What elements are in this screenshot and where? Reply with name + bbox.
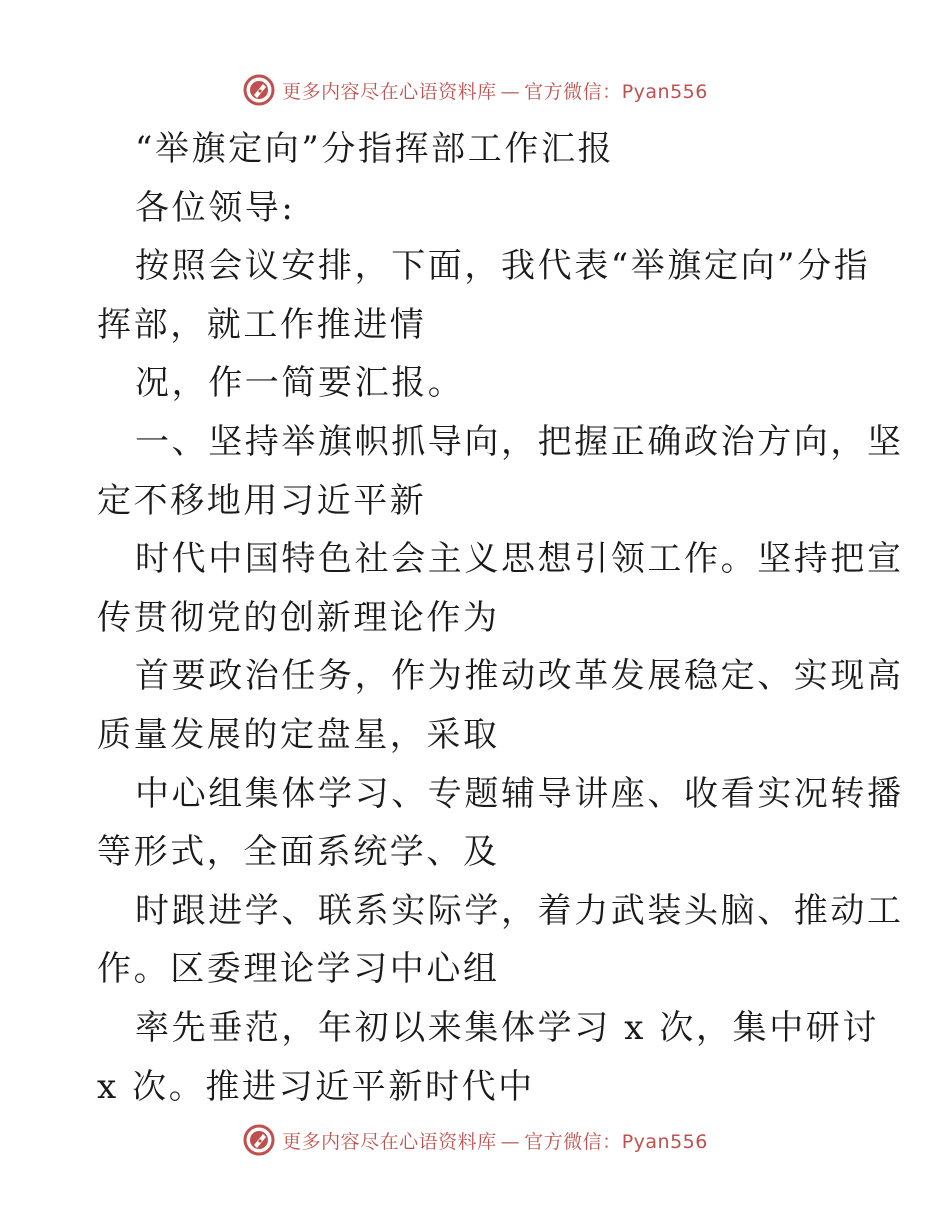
document-line: 等形式，全面系统学、及 xyxy=(97,832,500,873)
watermark-footer xyxy=(0,1120,950,1160)
pen-nib-circle-icon xyxy=(242,73,276,107)
document-line: 率先垂范，年初以来集体学习 x 次，集中研讨 xyxy=(135,1007,879,1048)
watermark-account: Pyan556 xyxy=(621,80,708,103)
document-line: 传贯彻党的创新理论作为 xyxy=(97,597,500,638)
document-line: 按照会议安排，下面，我代表“举旗定向”分指 xyxy=(135,246,871,287)
document-line: “举旗定向”分指挥部工作汇报 xyxy=(135,129,615,169)
watermark-official-label: 官方微信： xyxy=(524,80,622,103)
watermark-separator: — xyxy=(500,80,521,103)
document-line: 质量发展的定盘星，采取 xyxy=(97,714,500,755)
watermark-header xyxy=(0,70,950,110)
watermark-account: Pyan556 xyxy=(621,1130,708,1153)
watermark-main-text: 更多内容尽在心语资料库 xyxy=(282,80,497,103)
watermark-text xyxy=(282,1127,708,1154)
document-line: 时代中国特色社会主义思想引领工作。坚持把宣 xyxy=(135,539,904,580)
document-line: 各位领导: xyxy=(135,187,296,228)
document-line: 首要政治任务，作为推动改革发展稳定、实现高 xyxy=(135,656,904,697)
document-line: 作。区委理论学习中心组 xyxy=(97,949,500,990)
document-line: 时跟进学、联系实际学，着力武装头脑、推动工 xyxy=(135,890,904,931)
document-body xyxy=(97,120,904,1116)
document-line: 一、坚持举旗帜抓导向，把握正确政治方向，坚 xyxy=(135,421,904,462)
watermark-separator: — xyxy=(500,1130,521,1153)
document-line: x 次。推进习近平新时代中 xyxy=(97,1066,535,1107)
watermark-text xyxy=(282,77,708,104)
pen-nib-circle-icon xyxy=(242,1123,276,1157)
document-line: 况，作一简要汇报。 xyxy=(135,363,465,404)
document-line: 定不移地用习近平新 xyxy=(97,480,427,521)
document-line: 中心组集体学习、专题辅导讲座、收看实况转播 xyxy=(135,773,904,814)
watermark-main-text: 更多内容尽在心语资料库 xyxy=(282,1130,497,1153)
watermark-official-label: 官方微信： xyxy=(524,1130,622,1153)
document-line: 挥部，就工作推进情 xyxy=(97,304,427,345)
